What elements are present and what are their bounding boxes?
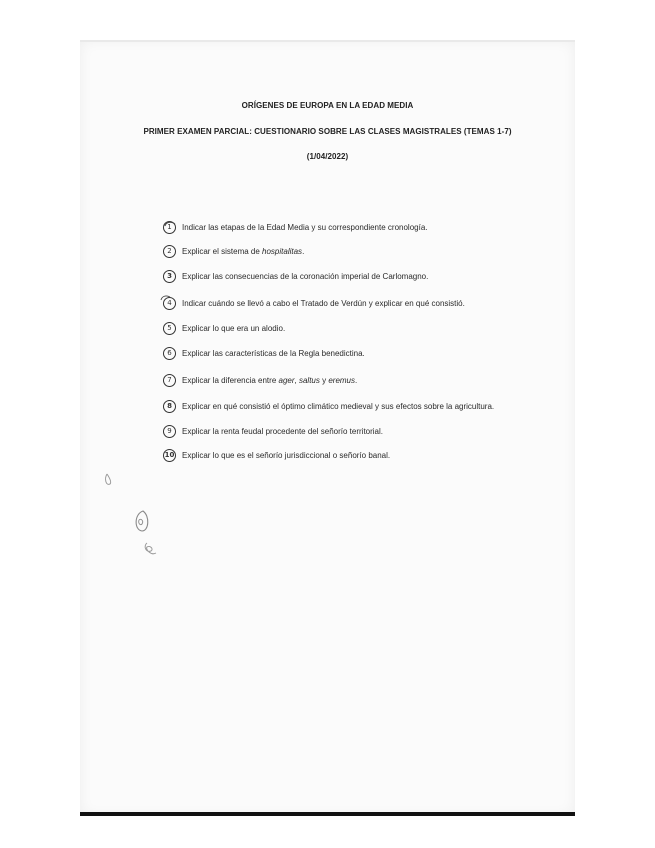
question-text: Explicar lo que es el señorío jurisdiccional o señorío banal. [182,450,391,460]
question-text: Indicar las etapas de la Edad Media y su correspondiente cronología. [182,222,428,232]
pencil-mark [139,519,143,524]
question-text: Explicar el sistema de hospitalitas. [182,246,305,256]
question-text: Explicar las consecuencias de la coronación imperial de Carlomagno. [182,271,429,281]
document-date: (1/04/2022) [306,152,349,161]
question-text: Explicar la diferencia entre ager, saltus y eremus. [182,375,358,385]
question-number-circle: 3 [163,270,176,283]
question-text: Explicar las características de la Regla benedictina. [182,348,365,358]
pencil-mark [145,543,156,554]
document-title: ORÍGENES DE EUROPA EN LA EDAD MEDIA [241,101,414,110]
handwritten-circle-mark [136,511,148,531]
question-number-circle: 9 [163,425,176,438]
pencil-mark [161,296,170,300]
question-text: Explicar en qué consistió el óptimo climático medieval y sus efectos sobre la agricultura. [182,401,495,411]
question-number-circle: 1 [163,221,176,234]
question-number-circle: 4 [163,297,176,310]
question-number-circle: 6 [163,347,176,360]
question-number-circle: 5 [163,322,176,335]
document-subtitle: PRIMER EXAMEN PARCIAL: CUESTIONARIO SOBRE LAS CLASES MAGISTRALES (TEMAS 1-7) [143,127,512,136]
question-text: Explicar la renta feudal procedente del señorío territorial. [182,426,383,436]
question-number-circle: 8 [163,400,176,413]
question-text: Indicar cuándo se llevó a cabo el Tratado de Verdún y explicar en qué consistió. [182,298,465,308]
question-number-circle: 10 [163,449,176,462]
pencil-mark [106,474,111,484]
question-number-circle: 7 [163,374,176,387]
pencil-mark [165,222,175,226]
question-text: Explicar lo que era un alodio. [182,323,286,333]
question-number-circle: 2 [163,245,176,258]
